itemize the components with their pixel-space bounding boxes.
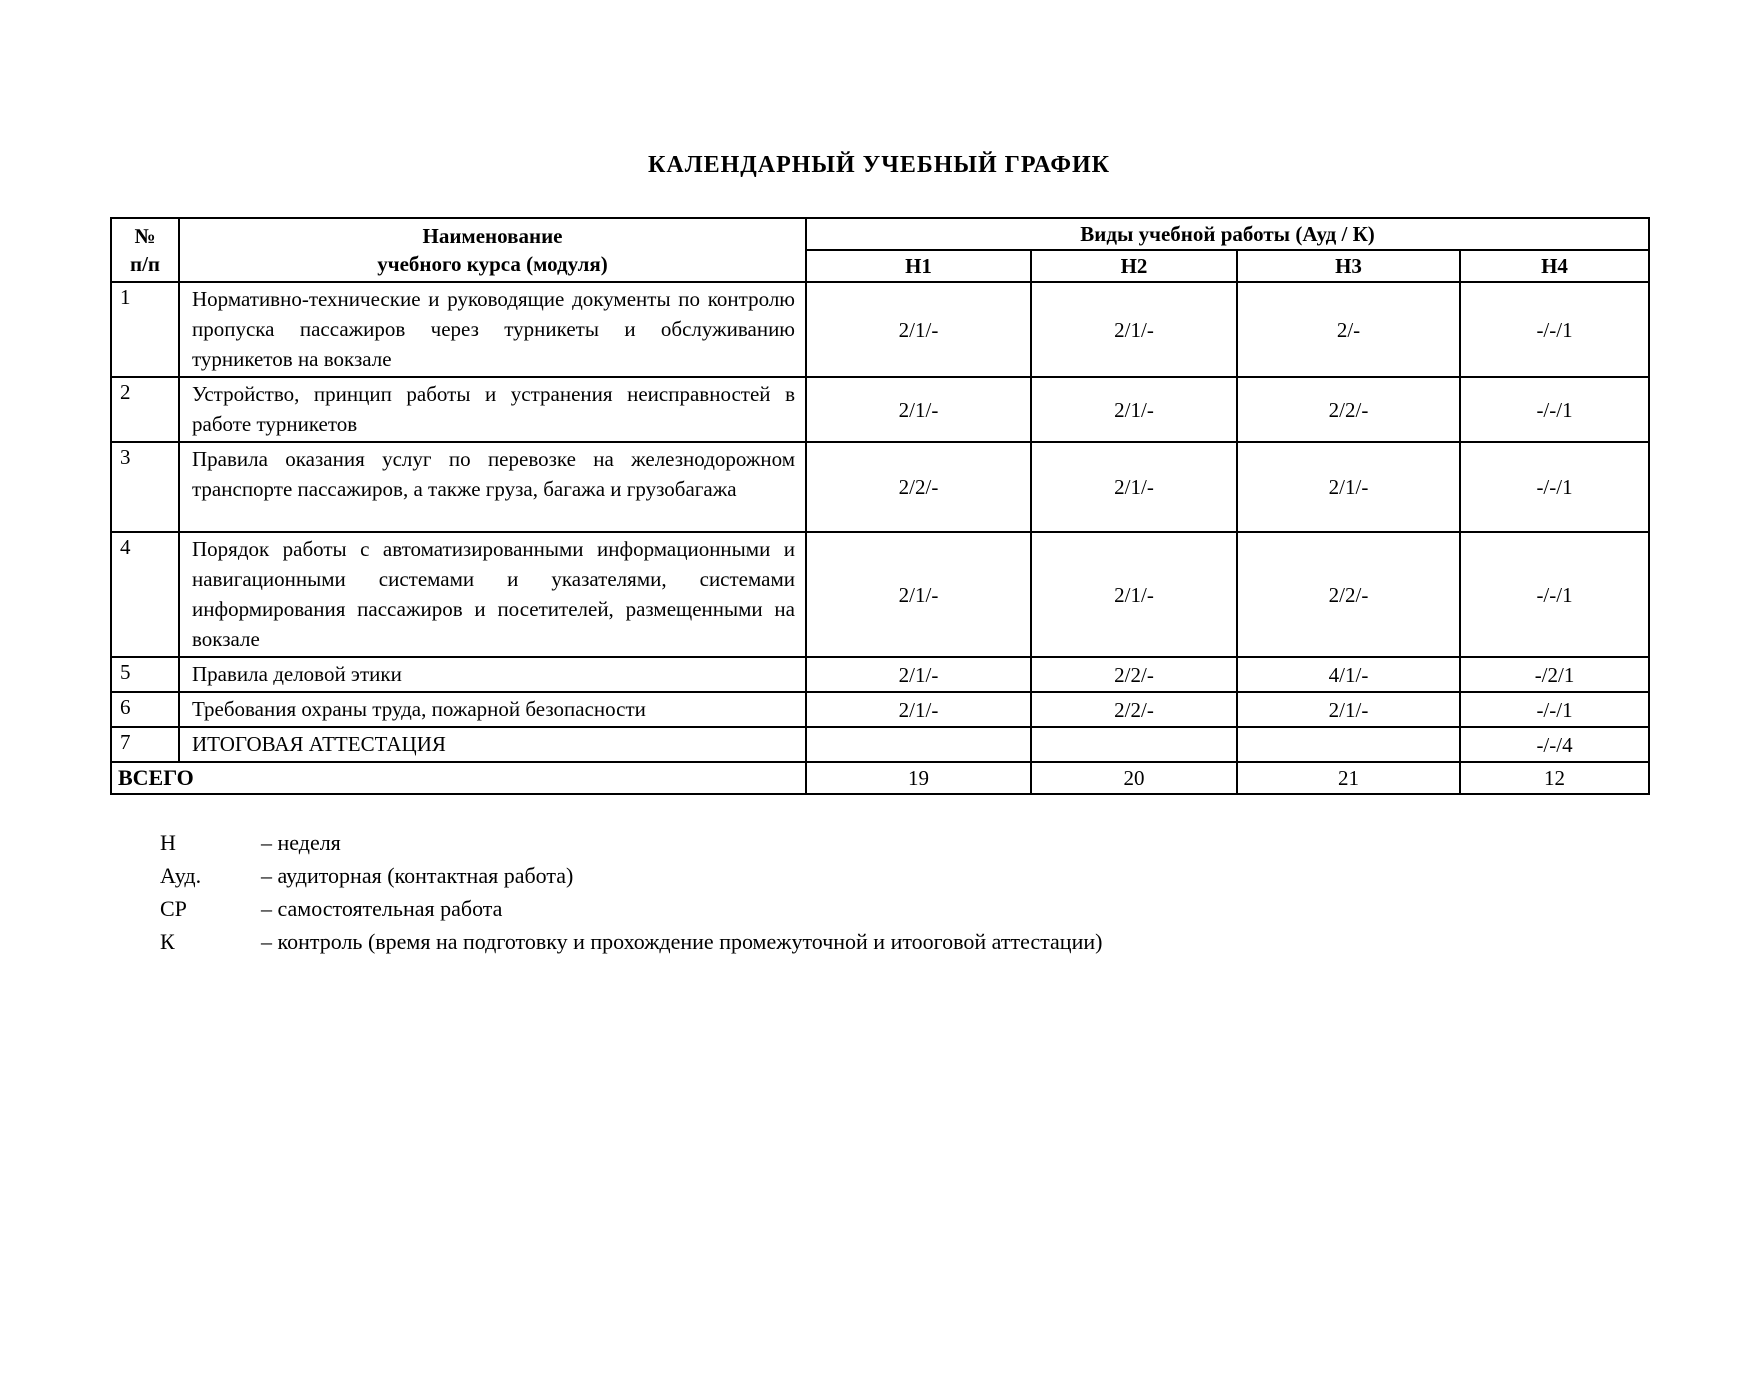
value-cell-h1: 2/1/- [806,532,1031,657]
value-cell-h3: 2/1/- [1237,442,1460,532]
value-cell-h1: 2/1/- [806,377,1031,442]
course-name-cell: Нормативно-технические и руководящие документы по контролю пропуска пассажиров через турникеты и обслуживанию турникетов на вокзале [179,282,806,377]
legend-definition: – самостоятельная работа [261,896,503,921]
legend-definition: – аудиторная (контактная работа) [261,863,574,888]
row-number-cell: 7 [111,727,179,762]
table-row [111,727,1649,762]
value-cell-h3: 4/1/- [1237,657,1460,692]
value-cell-h4: -/-/1 [1460,377,1649,442]
course-name-cell: Устройство, принцип работы и устранения неисправностей в работе турникетов [179,377,806,442]
header-week-h2: Н2 [1031,250,1237,282]
value-cell-h2: 2/1/- [1031,442,1237,532]
value-cell-h1: 2/1/- [806,657,1031,692]
header-week-h4: Н4 [1460,250,1649,282]
row-number-cell: 5 [111,657,179,692]
value-cell-h4: -/-/1 [1460,532,1649,657]
table-row [111,377,1649,442]
row-number-cell: 1 [111,282,179,377]
header-row-1 [111,218,1649,250]
total-value-h1: 19 [806,762,1031,794]
header-num-cell [111,218,179,282]
header-week-h3: Н3 [1237,250,1460,282]
course-name-cell: ИТОГОВАЯ АТТЕСТАЦИЯ [179,727,806,762]
value-cell-h4: -/-/1 [1460,692,1649,727]
legend-term: Ауд. [160,863,202,888]
table-row [111,282,1649,377]
header-course-name-cell [179,218,806,282]
legend-item [160,925,1755,958]
value-cell-h3 [1237,727,1460,762]
value-cell-h1 [806,727,1031,762]
value-cell-h2: 2/1/- [1031,377,1237,442]
value-cell-h2 [1031,727,1237,762]
value-cell-h2: 2/2/- [1031,657,1237,692]
value-cell-h2: 2/1/- [1031,282,1237,377]
table-header [111,218,1649,282]
row-number-cell: 6 [111,692,179,727]
header-name-line2: учебного курса (модуля) [377,252,608,276]
legend-item [160,859,1755,892]
legend [160,826,1755,958]
course-name-cell: Правила оказания услуг по перевозке на железнодорожном транспорте пассажиров, а также груза, багажа и грузобагажа [179,442,806,532]
legend-term: Н [160,830,176,855]
total-label-cell: ВСЕГО [111,762,806,794]
header-num-line2: п/п [129,252,161,276]
row-number-cell: 4 [111,532,179,657]
course-name-cell: Порядок работы с автоматизированными информационными и навигационными системами и указателями, системами информирования пассажиров и посетителей, размещенными на вокзале [179,532,806,657]
value-cell-h2: 2/1/- [1031,532,1237,657]
legend-definition: – неделя [261,830,341,855]
total-value-h4: 12 [1460,762,1649,794]
legend-item [160,892,1755,925]
value-cell-h1: 2/1/- [806,692,1031,727]
course-name-cell: Требования охраны труда, пожарной безопасности [179,692,806,727]
value-cell-h1: 2/2/- [806,442,1031,532]
header-week-h1: Н1 [806,250,1031,282]
value-cell-h4: -/-/4 [1460,727,1649,762]
value-cell-h3: 2/2/- [1237,377,1460,442]
value-cell-h3: 2/- [1237,282,1460,377]
document-page [0,150,1755,1391]
header-num-line1: № [134,224,156,248]
table-row [111,442,1649,532]
total-row [111,762,1649,794]
value-cell-h3: 2/1/- [1237,692,1460,727]
legend-term: К [160,929,175,954]
table-row [111,532,1649,657]
table-row [111,692,1649,727]
legend-item [160,826,1755,859]
table-row [111,657,1649,692]
value-cell-h4: -/2/1 [1460,657,1649,692]
header-name-line1: Наименование [422,224,563,248]
value-cell-h1: 2/1/- [806,282,1031,377]
legend-definition: – контроль (время на подготовку и прохождение промежуточной и итооговой аттестации) [261,929,1103,954]
total-value-h2: 20 [1031,762,1237,794]
value-cell-h4: -/-/1 [1460,442,1649,532]
value-cell-h2: 2/2/- [1031,692,1237,727]
header-work-types-cell: Виды учебной работы (Ауд / К) [806,218,1649,250]
value-cell-h4: -/-/1 [1460,282,1649,377]
page-title: КАЛЕНДАРНЫЙ УЧЕБНЫЙ ГРАФИК [647,152,1111,178]
value-cell-h3: 2/2/- [1237,532,1460,657]
course-name-cell: Правила деловой этики [179,657,806,692]
schedule-table [110,217,1650,795]
row-number-cell: 3 [111,442,179,532]
row-number-cell: 2 [111,377,179,442]
total-value-h3: 21 [1237,762,1460,794]
legend-term: СР [160,896,187,921]
